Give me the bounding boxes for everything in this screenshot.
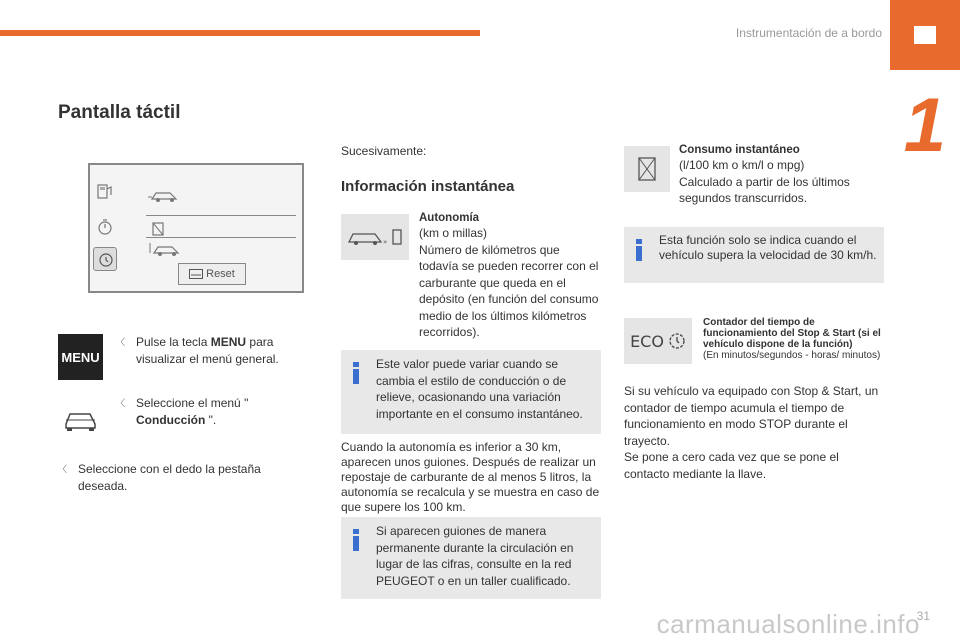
fuel-consumption-icon <box>93 179 117 203</box>
info-icon <box>636 239 642 261</box>
screen-divider <box>146 215 296 216</box>
header-title: Instrumentación de a bordo <box>735 26 882 40</box>
step-press-menu <box>116 334 296 368</box>
step-select-driving <box>116 395 296 429</box>
screen-reset-button <box>178 263 246 285</box>
consumption-icon <box>624 146 670 192</box>
step1-key: MENU <box>210 335 247 349</box>
section-title: Información instantánea <box>341 178 515 195</box>
autonomy-paragraph: Cuando la autonomía es inferior a 30 km, aparecen unos guiones. Después de realizar un repostaje de carburante de al menos 5 litros, la autonomía se recalcula y se muestra en caso de que supere los 100 km. <box>341 440 600 514</box>
info-box-speed <box>624 227 884 283</box>
info-box-variation <box>341 350 601 434</box>
screen-row-autonomy <box>148 185 188 209</box>
screen-divider <box>146 237 296 238</box>
autonomy-icon <box>341 214 409 260</box>
step1-text: Pulse la tecla <box>136 335 211 349</box>
page-title: Pantalla táctil <box>58 102 181 123</box>
intro-text: Sucesivamente: <box>341 144 427 158</box>
stopstart-paragraph-2: Se pone a cero cada vez que se pone el contacto mediante la llave. <box>624 450 839 481</box>
step-select-tab <box>58 461 288 495</box>
svg-text:»: » <box>383 238 388 246</box>
consumption-title: Consumo instantáneo <box>679 144 800 156</box>
autonomy-unit: (km o millas) <box>419 226 487 240</box>
step2-text-end: ". <box>208 413 217 427</box>
info-box-text: Si aparecen guiones de manera permanente durante la circulación en lugar de las cifras, consulte en la red PEUGEOT o en un taller cualificado. <box>376 524 574 588</box>
watermark: carmanualsonline.info <box>656 609 920 639</box>
step2-key: Conducción <box>136 413 209 427</box>
eco-label: ECO <box>630 331 664 351</box>
screen-tab-column <box>90 165 118 291</box>
consumption-text: Calculado a partir de los últimos segundos transcurridos. <box>679 174 850 205</box>
autonomy-text: Número de kilómetros que todavía se pueden recorrer con el carburante que queda en el depósito (en función del consumo medio de los últimos kilómetros recorridos). <box>419 242 599 339</box>
info-box-text: Este valor puede variar cuando se cambia el estilo de conducción o de relieve, ocasionando una variación importante en el consumo instantáneo. <box>376 357 583 421</box>
eco-stopstart-icon <box>624 318 692 364</box>
chapter-number: 1 <box>903 83 946 168</box>
stopstart-unit: (En minutos/segundos - horas/ minutos) <box>703 350 881 361</box>
stopstart-text <box>624 383 886 482</box>
reset-label: Reset <box>206 268 235 280</box>
stopstart-title: Contador del tiempo de funcionamiento del Stop & Start (si el vehículo dispone de la función) <box>703 317 881 350</box>
chapter-tab-square <box>914 26 936 44</box>
consumption-block <box>679 144 864 207</box>
touchscreen-illustration <box>88 163 304 293</box>
stopstart-icon <box>93 247 117 271</box>
chapter-tab <box>890 0 960 70</box>
step2-text: Seleccione el menú " <box>136 396 249 410</box>
info-box-text: Esta función solo se indica cuando el vehículo supera la velocidad de 30 km/h. <box>659 233 877 262</box>
header-accent-bar <box>0 30 480 36</box>
info-icon <box>353 362 359 384</box>
info-box-dashes <box>341 517 601 599</box>
stopstart-block <box>703 317 888 361</box>
stopstart-clock-icon <box>668 332 686 350</box>
info-icon <box>353 529 359 551</box>
stopstart-paragraph-1: Si su vehículo va equipado con Stop & Start, un contador de tiempo acumula el tiempo de funcionamiento en modo STOP durante el trayecto. <box>624 384 879 448</box>
bullet-marker-icon: 〈 <box>58 464 68 474</box>
car-icon <box>58 398 103 438</box>
step3-text: Seleccione con el dedo la pestaña deseada. <box>78 462 261 493</box>
bullet-marker-icon: 〈 <box>116 337 126 347</box>
bullet-marker-icon: 〈 <box>116 398 126 408</box>
step1-text-end: para visualizar el menú general. <box>136 335 279 366</box>
autonomy-block <box>419 212 599 341</box>
page-number: 31 <box>916 609 930 623</box>
keyboard-icon <box>189 269 203 279</box>
consumption-unit: (l/100 km o km/l o mpg) <box>679 158 805 172</box>
screen-row-range <box>148 239 188 263</box>
menu-key-badge: MENU <box>58 334 103 380</box>
timer-icon <box>93 215 117 239</box>
autonomy-title: Autonomía <box>419 212 480 224</box>
